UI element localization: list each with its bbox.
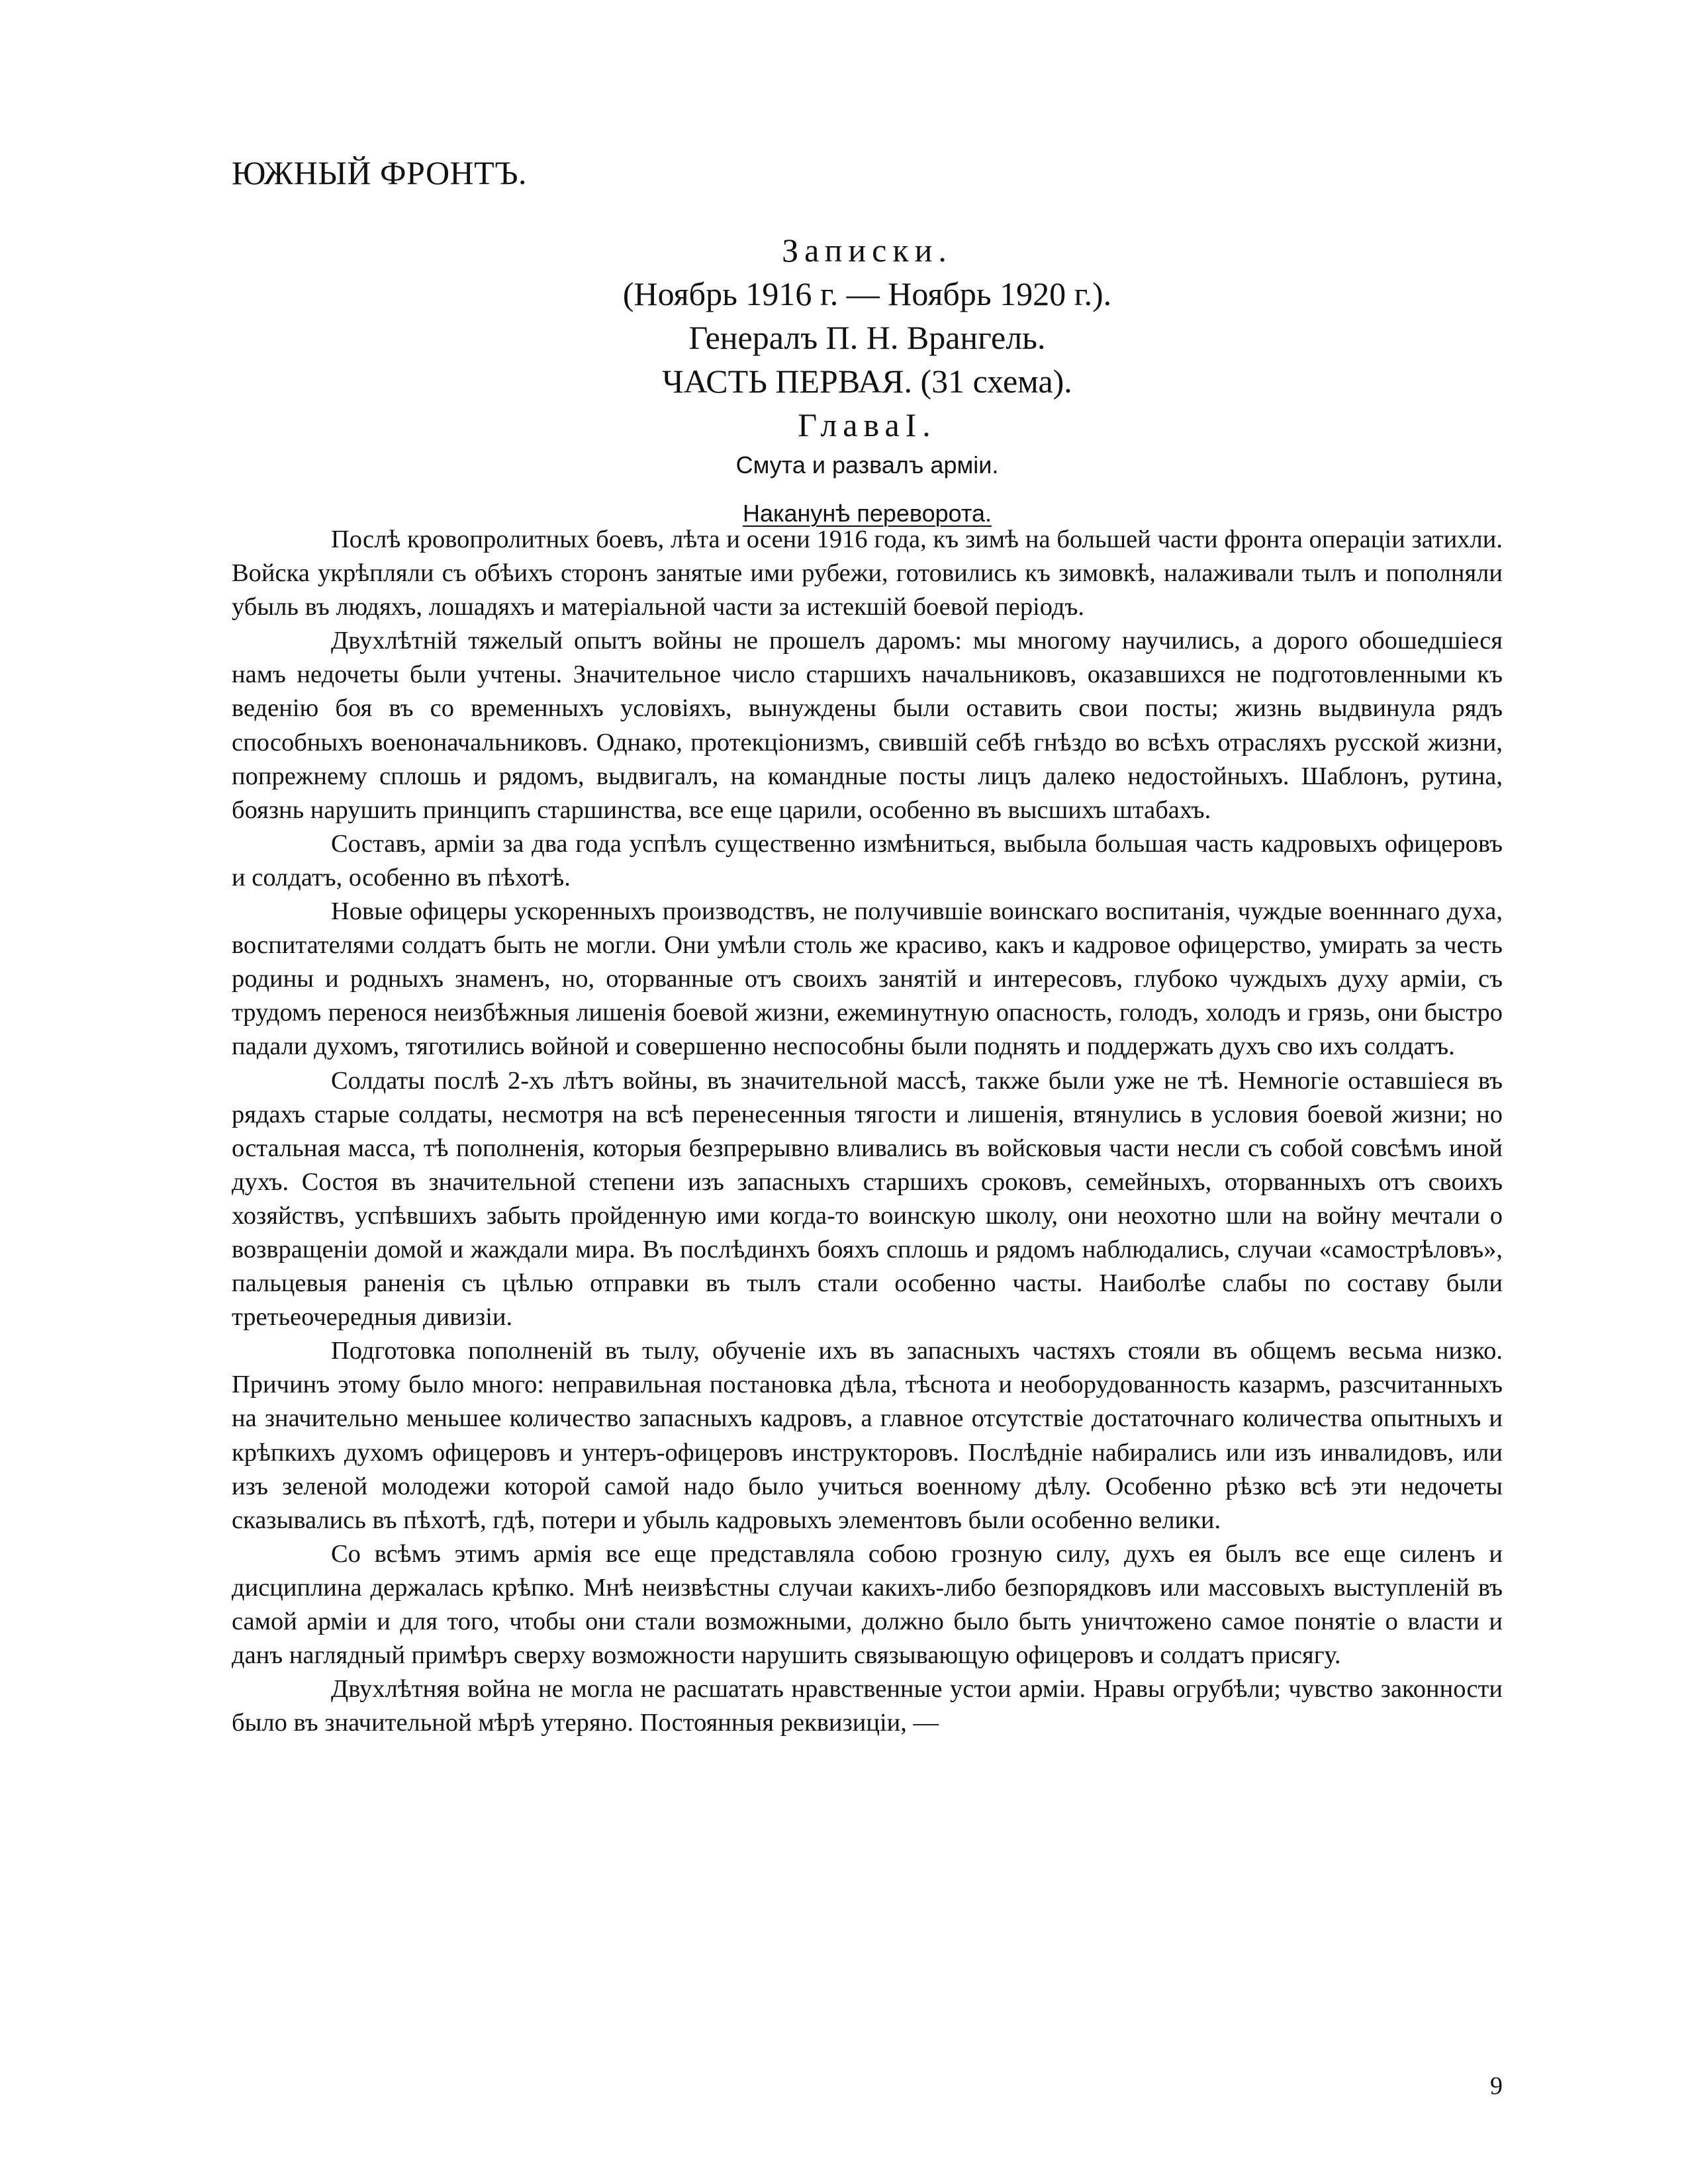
chapter-heading: ГлаваI. [798,406,937,443]
paragraph: Послѣ кровопролитных боевъ, лѣта и осени 1916 года, къ зимѣ на большей части фронта операціи затихли. Войска укрѣпляли съ обѣихъ сторонъ занятые ими рубежи, готовились къ зимовкѣ, налаживали тылъ и пополняли убыль въ людяхъ, лошадяхъ и матеріальной части за истекшій боевой періодъ. [232,525,1503,621]
body-text [232,523,1503,1740]
date-range: (Ноябрь 1916 г. — Ноябрь 1920 г.). [622,275,1112,312]
paragraph: Двухлѣтній тяжелый опытъ войны не прошелъ даромъ: мы многому научились, а дорого обошедшіеся намъ недочеты были учтены. Значительное число старшихъ начальниковъ, оказавшихся не подготовленными къ веденію боя въ со временныхъ условіяхъ, вынуждены были оставить свои посты; жизнь выдвинула рядъ способныхъ военоначальниковъ. Однако, протекціонизмъ, свившій себѣ гнѣздо во всѣхъ отрасляхъ русской жизни, попрежнему сплошь и рядомъ, выдвигалъ, на командные посты лицъ далеко недостойныхъ. Шаблонъ, рутина, боязнь нарушить принципъ старшинства, все еще царили, особенно въ высшихъ штабахъ. [232,627,1503,824]
author-line: Генералъ П. Н. Врангель. [688,319,1046,356]
page-number: 9 [1490,2072,1503,2100]
paragraph: Со всѣмъ этимъ армія все еще представляла собою грозную силу, духъ ея былъ все еще силенъ и дисциплина держалась крѣпко. Мнѣ неизвѣстны случаи какихъ-либо безпорядковъ или массовыхъ выступленій въ самой арміи и для того, чтобы они стали возможными, должно было быть уничтожено самое понятіе о власти и данъ наглядный примѣръ сверху возможности нарушить связывающую офицеровъ и солдатъ присягу. [232,1539,1503,1670]
work-title: Записки. [782,232,953,269]
running-header: ЮЖНЫЙ ФРОНТЪ. [232,154,528,191]
chapter-title: Смута и развалъ арміи. [735,451,999,478]
section-heading: Наканунѣ переворота. [742,500,992,527]
paragraph: Подготовка пополненій въ тылу, обученіе ихъ въ запасныхъ частяхъ стояли въ общемъ весьма низко. Причинъ этому было много: неправильная постановка дѣла, тѣснота и необорудованность казармъ, разсчитанныхъ на значительно меньшее количество запасныхъ кадровъ, а главное отсутствіе достаточнаго количества опытныхъ и крѣпкихъ духомъ офицеровъ и унтеръ-офицеровъ инструкторовъ. Послѣдніе набирались или изъ инвалидовъ, или изъ зеленой молодежи которой самой надо было учиться военному дѣлу. Особенно рѣзко всѣ эти недочеты сказывались въ пѣхотѣ, гдѣ, потери и убыль кадровыхъ элементовъ были особенно велики. [232,1337,1503,1534]
title-block [232,228,1503,531]
part-title: ЧАСТЬ ПЕРВАЯ. (31 схема). [662,363,1072,400]
paragraph: Составъ, арміи за два года успѣлъ существенно измѣниться, выбыла большая часть кадровыхъ офицеровъ и солдатъ, особенно въ пѣхотѣ. [232,829,1503,891]
paragraph: Двухлѣтняя война не могла не расшатать нравственные устои арміи. Нравы огрубѣли; чувство законности было въ значительной мѣрѣ утеряно. Постоянныя реквизиціи, — [232,1675,1503,1737]
paragraph: Новые офицеры ускоренныхъ производствъ, не получившіе воинскаго воспитанія, чуждые военннаго духа, воспитателями солдатъ быть не могли. Они умѣли столь же красиво, какъ и кадровое офицерство, умирать за честь родины и родныхъ знаменъ, но, оторванные отъ своихъ занятій и интересовъ, глубоко чуждыхъ духу арміи, съ трудомъ перенося неизбѣжныя лишенія боевой жизни, ежеминутную опасность, голодъ, холодъ и грязь, они быстро падали духомъ, тяготились войной и совершенно неспособны были поднять и поддержать духъ сво ихъ солдатъ. [232,897,1503,1061]
paragraph: Солдаты послѣ 2-хъ лѣтъ войны, въ значительной массѣ, также были уже не тѣ. Немногіе оставшіеся въ рядахъ старые солдаты, несмотря на всѣ перенесенныя тягости и лишенія, втянулись в условия боевой жизни; но остальная масса, тѣ пополненія, которыя безпрерывно вливались въ войсковыя части несли съ собой совсѣмъ иной духъ. Состоя въ значительной степени изъ запасныхъ старшихъ сроковъ, семейныхъ, оторванныхъ отъ своихъ хозяйствъ, успѣвшихъ забыть пройденную ими когда-то воинскую школу, они неохотно шли на войну мечтали о возвращеніи домой и жаждали мира. Въ послѣдинхъ бояхъ сплошь и рядомъ наблюдались, случаи «самострѣловъ», пальцевыя раненія съ цѣлью отправки въ тылъ стали особенно часты. Наиболѣе слабы по составу были третьеочередныя дивизіи. [232,1066,1503,1332]
